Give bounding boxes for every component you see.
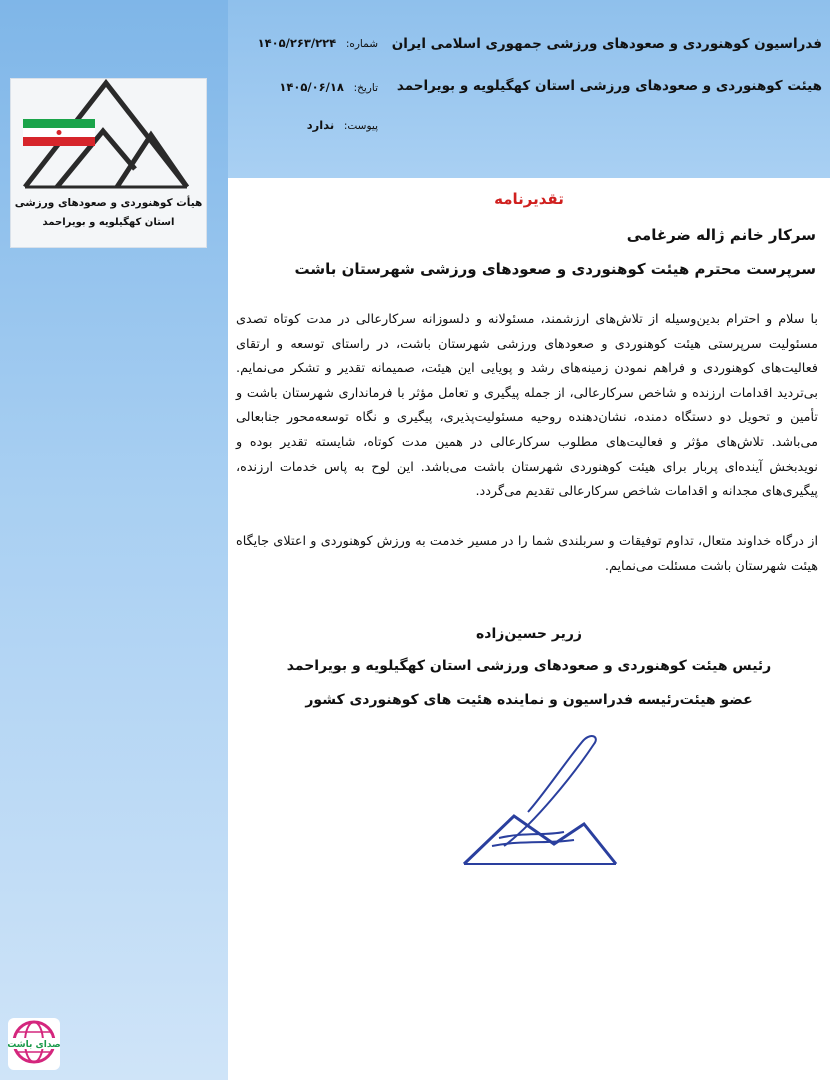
- signatory-title-2: عضو هیئت‌رئیسه فدراسیون و نماینده هئیت های کوهنوردی کشور: [305, 692, 753, 708]
- provincial-board-name: هیئت کوهنوردی و صعودهای ورزشی استان کهگیلویه و بویراحمد: [396, 78, 822, 94]
- attachment-value: ندارد: [306, 118, 335, 132]
- signature-stamp: [444, 734, 634, 884]
- number-label: شماره:: [345, 38, 378, 50]
- globe-logo-icon: [8, 1018, 60, 1070]
- letter-paragraph-2: از درگاه خداوند متعال، تداوم توفیقات و سربلندی شما را در مسیر خدمت به ورزش کوهنوردی و اعتلای جایگاه هیئت شهرستان باشت مسئلت می‌نمایم.: [236, 534, 818, 574]
- news-badge-logo: [8, 1018, 60, 1070]
- sidebar: [0, 0, 228, 1080]
- signatory-title-1: رئیس هیئت کوهنوردی و صعودهای ورزشی استان کهگیلویه و بویراحمد: [286, 658, 772, 674]
- letter-paragraph-1: با سلام و احترام بدین‌وسیله از تلاش‌های ارزشمند، مسئولانه و دلسوزانه سرکارعالی در مدت کوتاه تصدی مسئولیت سرپرستی هیئت کوهنوردی و صعودهای ورزشی شهرستان باشت، در راستای توسعه و ارتقای فعالیت‌های کوهنوردی و فراهم نمودن زمینه‌های رشد و پویایی این هیئت، صمیمانه تقدیر و تشکر می‌نمایم. بی‌تردید اقدامات ارزنده و شاخص سرکارعالی، از جمله پیگیری و تعامل مؤثر با فرمانداری شهرستان باشت و تأمین و تحویل دو دستگاه دمنده، نشان‌دهنده روحیه مسئولیت‌پذیری، پیگیری و نگاه توسعه‌محور جنابعالی می‌باشد. تلاش‌های مؤثر و فعالیت‌های مطلوب سرکارعالی در همین مدت کوتاه، شایسته تقدیر بوده و نویدبخش آینده‌ای پربار برای هیئت کوهنوردی شهرستان باشت می‌باشد. این لوح به پاس خدمات ارزنده، پیگیری‌های مجدانه و اقدامات شاخص سرکارعالی تقدیم می‌گردد.: [236, 312, 818, 500]
- date-label: تاریخ:: [353, 82, 378, 94]
- logo-caption-line1: هیأت کوهنوردی و صعودهای ورزشی: [14, 197, 203, 209]
- letter-date: [279, 80, 378, 94]
- mountain-logo-icon: [11, 79, 206, 197]
- signatory-name: زریر حسین‌زاده: [476, 626, 582, 642]
- letterhead: [228, 0, 830, 178]
- addressee-position: سرپرست محترم هیئت کوهنوردی و صعودهای ورزشی شهرستان باشت: [294, 260, 816, 278]
- letter-number: [258, 36, 378, 50]
- date-value: ۱۴۰۵/۰۶/۱۸: [279, 80, 344, 94]
- number-value: ۱۴۰۵/۲۶۳/۲۲۴: [257, 36, 337, 50]
- handwritten-signature-icon: [504, 736, 596, 846]
- badge-text: صدای باشت: [8, 1040, 60, 1050]
- addressee-name: سرکار خانم ژاله ضرغامی: [626, 226, 816, 244]
- attachment-label: پیوست:: [343, 120, 378, 132]
- logo-caption-line2: استان کهگیلویه و بویراحمد: [42, 217, 175, 228]
- letter-title: تقدیرنامه: [494, 190, 564, 208]
- letter-body: [228, 178, 830, 1080]
- letter-attachment: [307, 118, 378, 132]
- board-logo: [10, 78, 207, 248]
- federation-name: فدراسیون کوهنوردی و صعودهای ورزشی جمهوری اسلامی ایران: [391, 36, 822, 52]
